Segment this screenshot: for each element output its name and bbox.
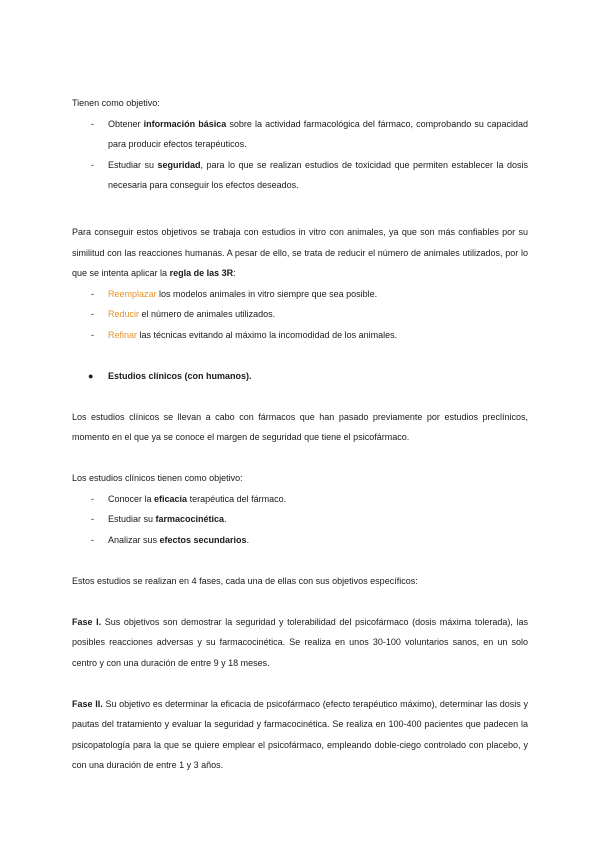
list-item xyxy=(72,509,528,530)
dash-marker: - xyxy=(91,288,94,299)
text: terapéutica del fármaco. xyxy=(187,493,287,504)
phase-label: Fase I. xyxy=(72,616,102,627)
phase-1-paragraph xyxy=(72,612,528,674)
list-item xyxy=(72,489,528,510)
list-item xyxy=(72,114,528,155)
bold-text: eficacia xyxy=(154,493,188,504)
text: , para lo que se realizan estudios de toxicidad que permiten establecer la dosis necesaria para conseguir los efectos deseados. xyxy=(108,159,528,190)
text: sobre la actividad farmacológica del fármaco, comprobando su capacidad para producir efectos terapéuticos. xyxy=(108,118,528,149)
text: Su objetivo es determinar la eficacia de psicofármaco (efecto terapéutico máximo), determinar las dosis y pautas del tratamiento y evaluar la seguridad y farmacocinética. Se realiza en 100-400 pacientes que padecen la psicopatología para la que se quiere emplear el psicofármaco, empleando doble-ciego controlado con placebo, y con una duración de entre 1 y 3 años. xyxy=(72,698,529,770)
dash-marker: - xyxy=(91,493,94,504)
bold-text: seguridad xyxy=(157,159,201,170)
text: Conocer la xyxy=(108,493,155,504)
text: Sus objetivos son demostrar la seguridad y tolerabilidad del psicofármaco (dosis máxima tolerada), las posibles reacciones adversas y su farmacocinética. Se realiza en unos 30-100 voluntarios sanos, en un solo centro y con una duración de entre 9 y 18 meses. xyxy=(72,616,528,668)
bold-text: información básica xyxy=(143,118,227,129)
highlight-text: Reemplazar xyxy=(108,288,157,299)
text: Estudiar su xyxy=(108,514,156,524)
highlight-text: Refinar xyxy=(108,329,138,340)
bullet-icon: ● xyxy=(88,370,94,381)
list-item xyxy=(72,304,528,325)
dash-marker: - xyxy=(91,309,94,319)
list-item xyxy=(72,155,528,196)
list-item xyxy=(72,530,528,551)
dash-marker: - xyxy=(91,329,94,340)
phase-label: Fase II. xyxy=(72,698,103,709)
text: : xyxy=(233,268,236,278)
text: Analizar sus xyxy=(108,534,160,545)
text: el número de animales utilizados. xyxy=(139,309,276,319)
clinical-paragraph: Los estudios clínicos se llevan a cabo con fármacos que han pasado previamente por estudios preclínicos, momento en el que ya se conoce el margen de seguridad que tiene el psicofármaco. xyxy=(72,411,528,442)
text: los modelos animales in vitro siempre que sea posible. xyxy=(156,288,378,299)
paragraph-3r xyxy=(72,222,528,284)
bold-text: farmacocinética xyxy=(155,514,225,524)
phases-intro: Estos estudios se realizan en 4 fases, cada una de ellas con sus objetivos específicos: xyxy=(72,575,418,586)
text: Estudiar su xyxy=(108,159,158,170)
document-page xyxy=(72,93,528,776)
text: . xyxy=(246,534,250,545)
clinical-intro: Los estudios clínicos tienen como objetivo: xyxy=(72,473,243,483)
highlight-text: Reducir xyxy=(108,309,140,319)
text: Obtener xyxy=(108,118,144,129)
dash-marker: - xyxy=(91,534,94,545)
dash-marker: - xyxy=(91,514,94,524)
phase-2-paragraph xyxy=(72,694,528,776)
bold-text: efectos secundarios xyxy=(159,534,247,545)
dash-marker: - xyxy=(91,159,94,170)
section-heading xyxy=(72,366,528,387)
intro-text: Tienen como objetivo: xyxy=(72,98,160,108)
heading-text: Estudios clínicos (con humanos). xyxy=(108,370,252,381)
text: las técnicas evitando al máximo la incomodidad de los animales. xyxy=(137,329,398,340)
list-item xyxy=(72,284,528,305)
text: . xyxy=(224,514,227,524)
dash-marker: - xyxy=(91,118,94,129)
bold-text: regla de las 3R xyxy=(169,268,234,278)
text: Para conseguir estos objetivos se trabaja con estudios in vitro con animales, ya que son más confiables por su similitud con las reacciones humanas. A pesar de ello, se trata de reducir el número de animales utilizados, por lo que se intenta aplicar la xyxy=(72,227,528,278)
list-item xyxy=(72,325,528,346)
